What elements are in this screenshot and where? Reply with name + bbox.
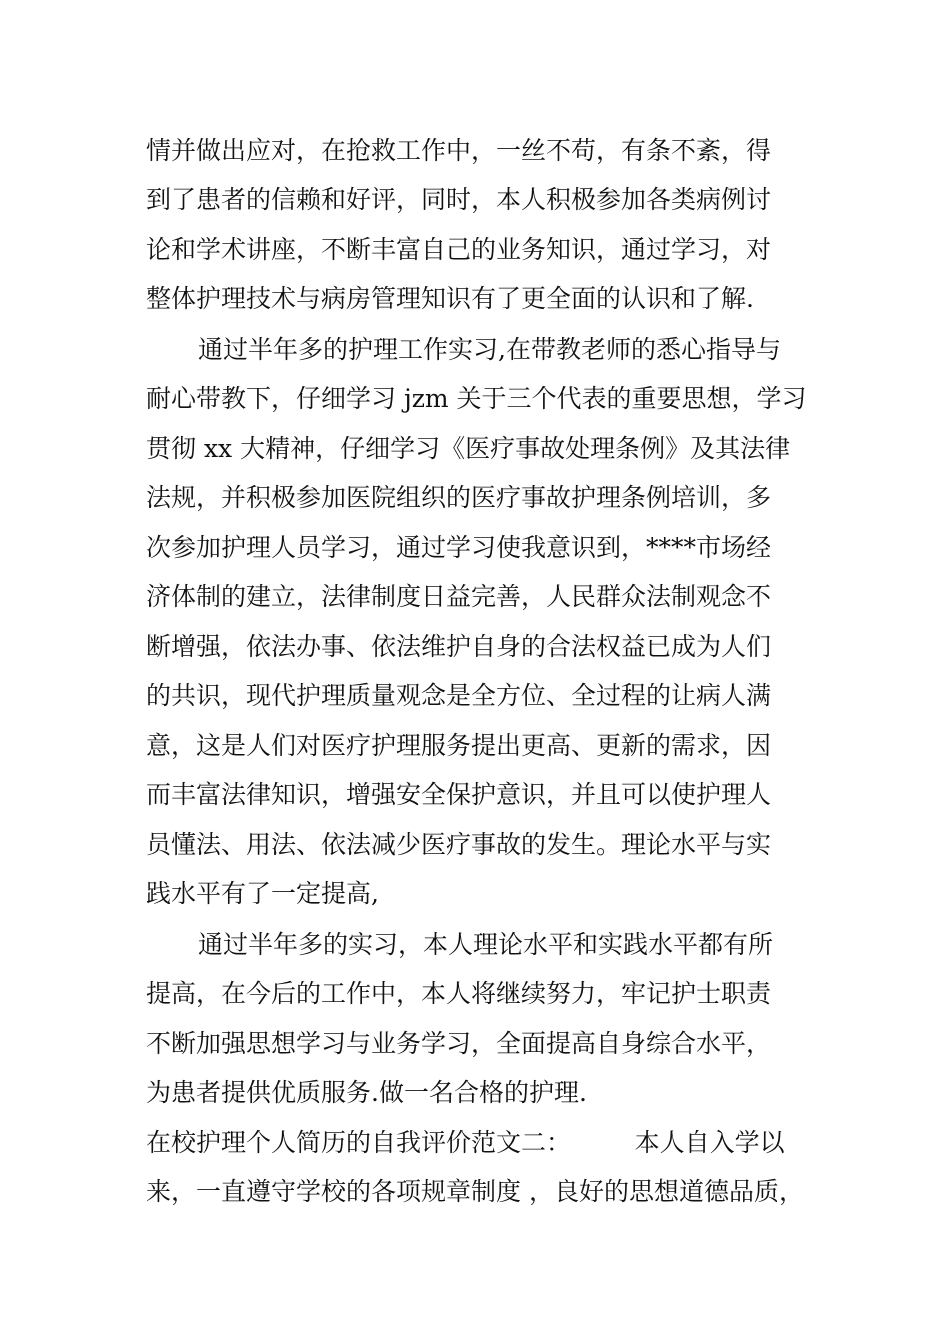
text-line: 法规，并积极参加医院组织的医疗事故护理条例培训，多 bbox=[146, 483, 772, 512]
text-line: 耐心带教下，仔细学习 jzm 关于三个代表的重要思想，学习 bbox=[146, 384, 807, 413]
text-line: 意，这是人们对医疗护理服务提出更高、更新的需求，因 bbox=[146, 731, 772, 760]
section-heading-line: 在校护理个人简历的自我评价范文二： 本人自入学以 bbox=[146, 1128, 785, 1157]
text-line: 整体护理技术与病房管理知识有了更全面的认识和了解. bbox=[146, 284, 754, 313]
text-line: 论和学术讲座，不断丰富自己的业务知识，通过学习，对 bbox=[146, 235, 772, 264]
text-line: 济体制的建立，法律制度日益完善，人民群众法制观念不 bbox=[146, 582, 772, 611]
text-line: 而丰富法律知识，增强安全保护意识，并且可以使护理人 bbox=[146, 780, 772, 809]
text-line: 为患者提供优质服务.做一名合格的护理. bbox=[146, 1078, 587, 1107]
text-line: 不断加强思想学习与业务学习，全面提高自身综合水平， bbox=[146, 1029, 772, 1058]
text-line: 到了患者的信赖和好评，同时，本人积极参加各类病例讨 bbox=[146, 185, 772, 214]
text-line: 的共识，现代护理质量观念是全方位、全过程的让病人满 bbox=[146, 681, 772, 710]
text-line: 提高，在今后的工作中，本人将继续努力，牢记护士职责 bbox=[146, 979, 772, 1008]
paragraph-first-line: 通过半年多的护理工作实习,在带教老师的悉心指导与 bbox=[198, 335, 781, 364]
text-line: 贯彻 xx 大精神，仔细学习《医疗事故处理条例》及其法律 bbox=[146, 434, 791, 463]
text-line: 员懂法、用法、依法减少医疗事故的发生。理论水平与实 bbox=[146, 830, 772, 859]
text-line: 践水平有了一定提高, bbox=[146, 879, 379, 908]
text-line: 情并做出应对，在抢救工作中，一丝不苟，有条不紊，得 bbox=[146, 136, 772, 165]
text-line: 来，一直遵守学校的各项规章制度 ，良好的思想道德品质， bbox=[146, 1177, 804, 1206]
text-line: 断增强，依法办事、依法维护自身的合法权益已成为人们 bbox=[146, 632, 772, 661]
text-line: 次参加护理人员学习，通过学习使我意识到，****市场经 bbox=[146, 533, 772, 562]
paragraph-first-line: 通过半年多的实习，本人理论水平和实践水平都有所 bbox=[198, 930, 774, 959]
